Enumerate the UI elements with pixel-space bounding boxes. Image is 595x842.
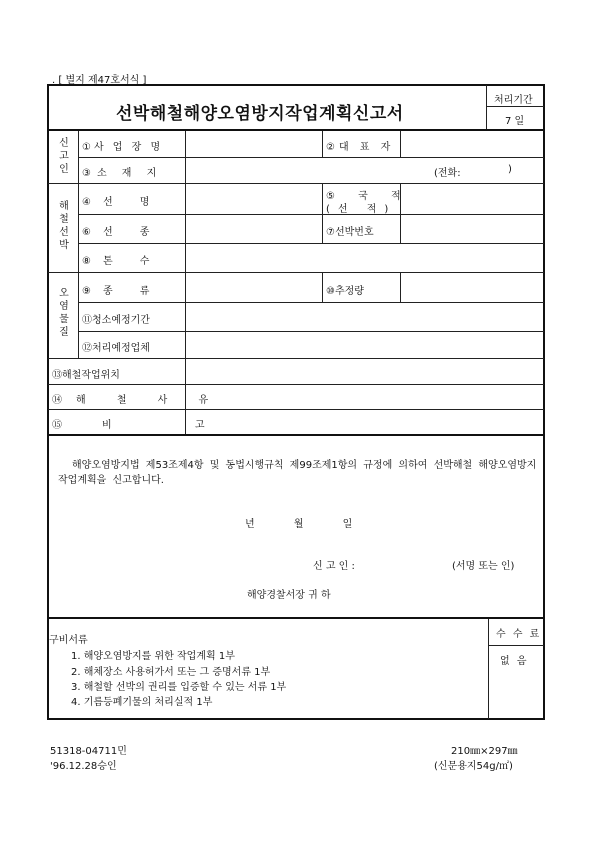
representative-label: ②대 표 자 bbox=[326, 142, 395, 153]
fee-value: 없 음 bbox=[500, 656, 529, 667]
ship-group-label: 해철선박 bbox=[59, 201, 69, 251]
ship-type-label: ⑥선 종 bbox=[82, 227, 162, 238]
fee-label: 수 수 료 bbox=[496, 629, 542, 640]
pollutant-amount-label: ⑩추정량 bbox=[326, 286, 364, 297]
tonnage-label: ⑧톤 수 bbox=[82, 256, 162, 267]
nationality-sub-label: (선 적) bbox=[326, 204, 397, 215]
remarks-label: ⑮비 고 bbox=[52, 420, 245, 431]
business-name-label: ①사 업 장 명 bbox=[82, 142, 164, 153]
date-line: 년 월 일 bbox=[245, 519, 353, 530]
cleaning-period-label: ⑪청소예정기간 bbox=[82, 315, 150, 326]
processing-period-value: 7 일 bbox=[505, 116, 525, 127]
form-code: 51318-04711민 bbox=[50, 746, 127, 757]
form-number: . [ 별지 제47호서식 ] bbox=[52, 75, 147, 86]
reporter-group-label: 신고인 bbox=[59, 138, 69, 175]
nationality-label: ⑤ 국 적 bbox=[326, 191, 411, 202]
paper-size: 210㎜×297㎜ bbox=[451, 746, 518, 757]
approval-date: '96.12.28승인 bbox=[50, 761, 117, 772]
pollutant-kind-label: ⑨종 류 bbox=[82, 286, 162, 297]
work-reason-label: ⑭해 철 사 유 bbox=[52, 395, 223, 406]
pollutant-group-label: 오염물질 bbox=[59, 288, 69, 338]
paper-spec: (신문용지54g/㎡) bbox=[434, 761, 513, 772]
ship-number-label: ⑦선박번호 bbox=[326, 227, 374, 238]
phone-label: (전화: bbox=[434, 168, 461, 179]
signature-label: (서명 또는 인) bbox=[452, 561, 515, 572]
form-title: 선박해철해양오염방지작업계획신고서 bbox=[116, 104, 404, 124]
disposal-company-label: ⑫처리예정업체 bbox=[82, 343, 150, 354]
address-label: ③소 재 지 bbox=[82, 168, 163, 179]
declaration-text: 해양오염방지법 제53조제4항 및 동법시행규칙 제99조제1항의 규정에 의하여 선박해철 해양오염방지작업계획을 신고합니다. bbox=[58, 460, 537, 486]
addressee: 해양경찰서장 귀 하 bbox=[247, 590, 331, 601]
reporter-sign-label: 신 고 인 : bbox=[313, 561, 355, 572]
attachment-item: 4. 기름등폐기물의 처리실적 1부 bbox=[71, 697, 213, 708]
work-location-label: ⑬해철작업위치 bbox=[52, 370, 120, 381]
attachment-item: 1. 해양오염방지를 위한 작업계획 1부 bbox=[71, 651, 235, 662]
attachments-title: 구비서류 bbox=[49, 635, 88, 646]
phone-close: ) bbox=[508, 164, 512, 175]
attachment-item: 2. 해체장소 사용허가서 또는 그 증명서류 1부 bbox=[71, 667, 271, 678]
attachment-item: 3. 해철할 선박의 권리를 입증할 수 있는 서류 1부 bbox=[71, 682, 287, 693]
processing-period-label: 처리기간 bbox=[494, 95, 533, 106]
ship-name-label: ④선 명 bbox=[82, 197, 162, 208]
